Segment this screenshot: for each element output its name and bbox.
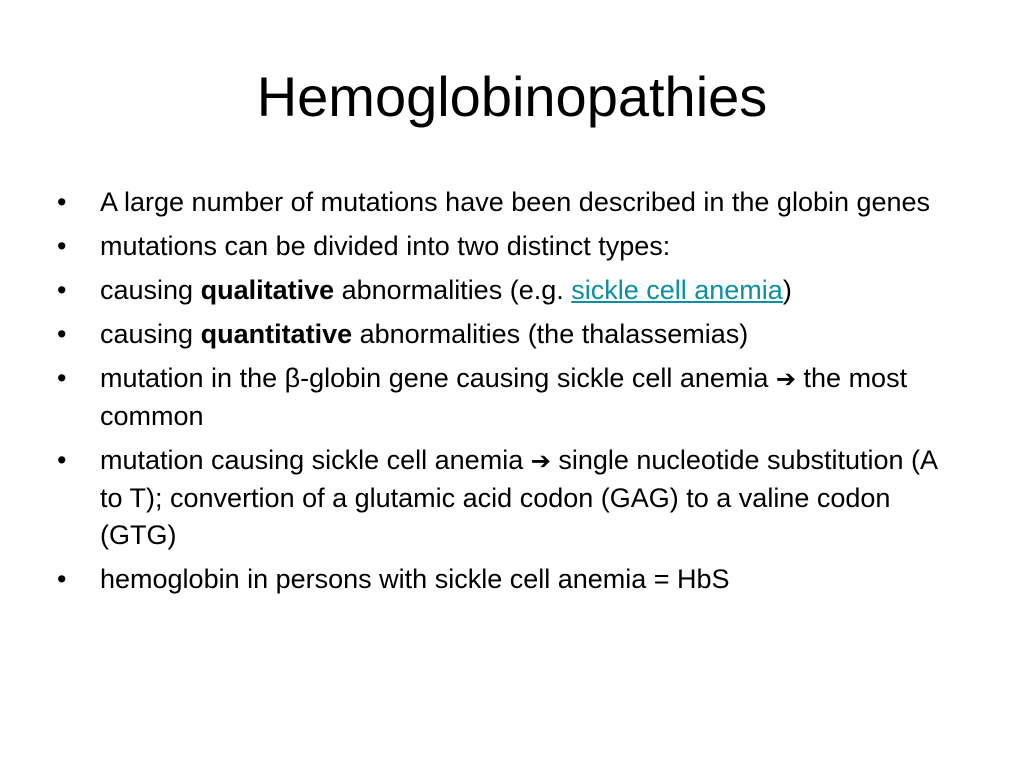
bullet-icon: • — [57, 319, 67, 349]
bullet-item — [57, 184, 962, 221]
bullet-text-middle: abnormalities (e.g. — [334, 275, 572, 305]
bullet-text-suffix: abnormalities (the thalassemias) — [352, 319, 749, 349]
bullet-text: mutation in the β-globin gene causing sickle cell anemia — [100, 363, 776, 393]
bullet-icon: • — [57, 231, 67, 261]
slide-title: Hemoglobinopathies — [256, 65, 768, 128]
bullet-item — [57, 561, 962, 598]
bullet-text-after-arrow: the most common — [100, 363, 908, 431]
bullet-text: hemoglobin in persons with sickle cell anemia = HbS — [100, 564, 730, 594]
bullet-icon: • — [57, 275, 67, 305]
bullet-text: A large number of mutations have been described in the globin genes — [100, 187, 931, 217]
bullet-icon: • — [57, 445, 67, 475]
right-arrow-icon: ➔ — [775, 365, 797, 393]
bullet-item — [57, 316, 962, 353]
bullet-item — [57, 272, 962, 309]
bullet-text-prefix: causing — [100, 275, 201, 305]
emphasis-qualitative: qualitative — [200, 275, 335, 305]
sickle-cell-anemia-link[interactable]: sickle cell anemia — [571, 275, 783, 305]
bullet-icon: • — [57, 564, 67, 594]
bullet-text-after-arrow: single nucleotide substitution (A to T); convertion of a glutamic acid codon (GAG) to a valine codon (GTG) — [100, 445, 937, 550]
right-arrow-icon: ➔ — [530, 447, 551, 475]
bullet-icon: • — [57, 363, 67, 393]
bullet-item — [57, 228, 962, 265]
bullet-item — [57, 360, 962, 435]
bullet-list — [57, 184, 962, 605]
bullet-text-prefix: causing — [100, 319, 201, 349]
bullet-item — [57, 442, 962, 554]
bullet-text-suffix: ) — [782, 275, 792, 305]
bullet-icon: • — [57, 187, 67, 217]
emphasis-quantitative: quantitative — [200, 319, 353, 349]
bullet-text: mutations can be divided into two distinct types: — [100, 231, 671, 261]
bullet-text: mutation causing sickle cell anemia — [100, 445, 531, 475]
